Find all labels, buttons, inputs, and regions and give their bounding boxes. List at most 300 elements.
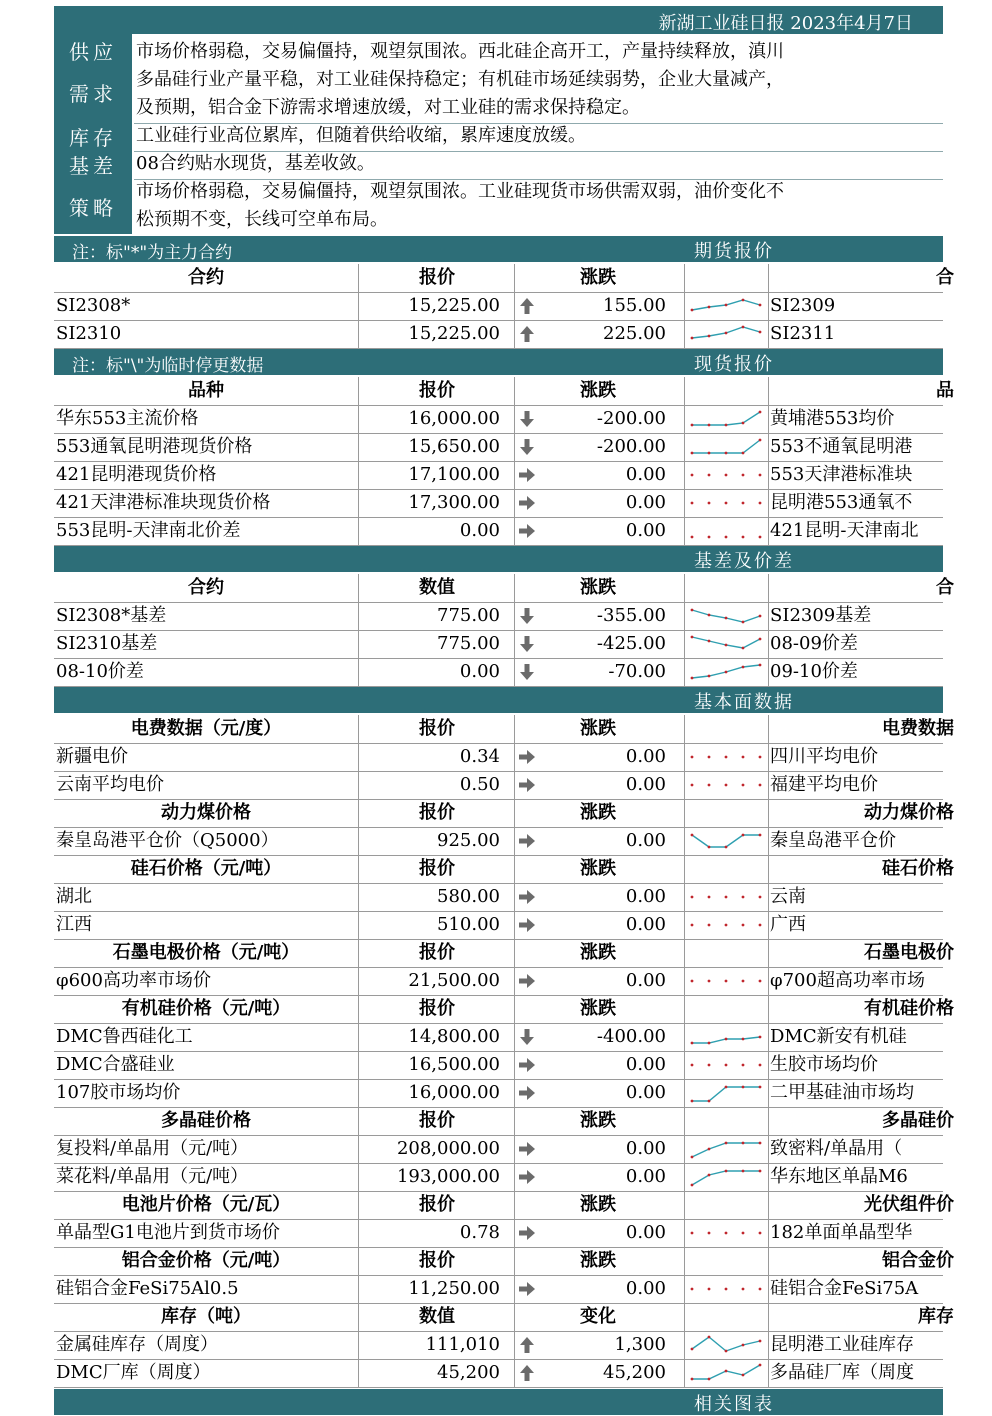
column-divider xyxy=(684,574,685,602)
column-divider xyxy=(514,1079,515,1107)
sparkline-point xyxy=(725,304,728,307)
sparkline-point xyxy=(759,1232,762,1235)
row-right-name: 云南 xyxy=(770,886,806,907)
sparkline-point xyxy=(759,756,762,759)
column-divider xyxy=(358,883,359,911)
row-change: -200.00 xyxy=(596,408,666,429)
table-row xyxy=(54,292,943,321)
header-name: 石墨电极价格（元/吨） xyxy=(112,942,300,963)
sparkline-point xyxy=(708,1174,711,1177)
column-divider xyxy=(768,827,769,855)
column-divider xyxy=(514,517,515,545)
column-divider xyxy=(768,602,769,630)
sparkline-point xyxy=(708,1042,711,1045)
column-divider xyxy=(768,995,769,1023)
table-row xyxy=(54,517,943,546)
row-right-name: 182单面单晶型华 xyxy=(770,1222,913,1243)
band-note: 注：标"*"为主力合约 xyxy=(72,243,233,263)
sparkline xyxy=(686,1361,766,1385)
header-name: 合约 xyxy=(188,267,224,288)
header-right: 有机硅价格 xyxy=(864,998,954,1019)
section-band xyxy=(54,236,943,262)
column-divider xyxy=(358,939,359,967)
sparkline-point xyxy=(725,1064,728,1067)
sparkline-point xyxy=(708,896,711,899)
column-divider xyxy=(684,405,685,433)
column-divider xyxy=(768,771,769,799)
sparkline-point xyxy=(742,980,745,983)
sparkline-point xyxy=(759,1364,762,1367)
column-divider xyxy=(684,743,685,771)
column-divider xyxy=(514,715,515,743)
header-change: 涨跌 xyxy=(580,802,616,823)
header-change: 涨跌 xyxy=(580,718,616,739)
column-divider xyxy=(358,1051,359,1079)
table-row xyxy=(54,827,943,856)
sparkline-point xyxy=(691,896,694,899)
header-name: 动力煤价格 xyxy=(161,802,251,823)
sparkline-point xyxy=(708,614,711,617)
summary-text: 及预期，铝合金下游需求增速放缓，对工业硅的需求保持稳定。 xyxy=(136,97,640,118)
sparkline-point xyxy=(725,502,728,505)
column-divider xyxy=(768,939,769,967)
header-change: 涨跌 xyxy=(580,1250,616,1271)
sparkline-point xyxy=(725,1086,728,1089)
arrow-up-icon xyxy=(518,1336,536,1354)
band-title: 相关图表 xyxy=(694,1394,774,1415)
sparkline-point xyxy=(691,424,694,427)
column-divider xyxy=(358,1107,359,1135)
table-row xyxy=(54,911,943,940)
column-divider xyxy=(684,799,685,827)
header-name: 硅石价格（元/吨） xyxy=(130,858,282,879)
column-divider xyxy=(768,264,769,292)
report-sheet xyxy=(54,6,954,1415)
column-divider xyxy=(358,827,359,855)
row-name: DMC厂库（周度） xyxy=(56,1362,211,1383)
column-divider xyxy=(684,1079,685,1107)
header-right: 铝合金价 xyxy=(882,1250,954,1271)
row-right-name: SI2309基差 xyxy=(770,605,872,626)
column-divider xyxy=(358,967,359,995)
column-divider xyxy=(514,377,515,405)
header-name: 品种 xyxy=(188,380,224,401)
row-name: 107胶市场均价 xyxy=(56,1082,181,1103)
sparkline-point xyxy=(725,784,728,787)
row-value: 580.00 xyxy=(437,886,500,907)
column-divider xyxy=(684,630,685,658)
column-divider xyxy=(514,1359,515,1387)
row-change: -425.00 xyxy=(596,633,666,654)
header-change: 涨跌 xyxy=(580,858,616,879)
column-divider xyxy=(514,743,515,771)
column-divider xyxy=(358,377,359,405)
column-divider xyxy=(768,1051,769,1079)
table-header-row xyxy=(54,264,954,293)
sparkline-point xyxy=(708,536,711,539)
sparkline-point xyxy=(708,784,711,787)
table-header-row xyxy=(54,799,954,828)
row-name: 单晶型G1电池片到货市场价 xyxy=(56,1222,280,1243)
sparkline-point xyxy=(742,422,745,425)
column-divider xyxy=(358,405,359,433)
sparkline-point xyxy=(691,784,694,787)
row-change: 1,300 xyxy=(614,1334,666,1355)
row-right-name: 硅铝合金FeSi75A xyxy=(770,1278,919,1299)
sparkline xyxy=(686,745,766,769)
column-divider xyxy=(358,433,359,461)
sparkline-point xyxy=(725,1142,728,1145)
arrow-right-icon xyxy=(518,972,536,990)
sparkline xyxy=(686,1165,766,1189)
row-right-name: 二甲基硅油市场均 xyxy=(770,1082,914,1103)
header-change: 涨跌 xyxy=(580,380,616,401)
sparkline xyxy=(686,829,766,853)
column-divider xyxy=(514,489,515,517)
column-divider xyxy=(768,1163,769,1191)
sparkline-point xyxy=(691,980,694,983)
sparkline-point xyxy=(708,924,711,927)
column-divider xyxy=(358,461,359,489)
column-divider xyxy=(514,1023,515,1051)
header-value: 报价 xyxy=(419,267,455,288)
table-row xyxy=(54,1275,943,1304)
row-name: 菜花料/单晶用（元/吨） xyxy=(56,1166,249,1187)
arrow-right-icon xyxy=(518,916,536,934)
column-divider xyxy=(684,995,685,1023)
sparkline-path xyxy=(692,1087,760,1101)
row-value: 0.78 xyxy=(459,1222,500,1243)
row-change: 0.00 xyxy=(625,970,666,991)
column-divider xyxy=(514,320,515,348)
header-value: 数值 xyxy=(419,577,455,598)
column-divider xyxy=(514,771,515,799)
column-divider xyxy=(514,461,515,489)
column-divider xyxy=(514,574,515,602)
row-value: 193,000.00 xyxy=(396,1166,500,1187)
row-value: 0.50 xyxy=(459,774,500,795)
sparkline-point xyxy=(742,1142,745,1145)
header-value: 报价 xyxy=(419,718,455,739)
header-right: 库存 xyxy=(918,1306,954,1327)
row-value: 16,000.00 xyxy=(408,408,500,429)
column-divider xyxy=(514,1219,515,1247)
sparkline-point xyxy=(759,1086,762,1089)
sparkline-point xyxy=(691,1100,694,1103)
row-value: 775.00 xyxy=(437,605,500,626)
row-change: -70.00 xyxy=(608,661,666,682)
column-divider xyxy=(514,855,515,883)
sparkline xyxy=(686,885,766,909)
row-right-name: 553天津港标准块 xyxy=(770,464,913,485)
header-change: 涨跌 xyxy=(580,1110,616,1131)
table-row xyxy=(54,743,943,772)
sparkline-point xyxy=(759,896,762,899)
summary-text: 市场价格弱稳，交易偏僵持，观望氛围浓。工业硅现货市场供需双弱，油价变化不 xyxy=(136,181,784,202)
row-name: 华东553主流价格 xyxy=(56,408,199,429)
header-right: 动力煤价格 xyxy=(864,802,954,823)
row-change: 155.00 xyxy=(603,295,666,316)
header-change: 变化 xyxy=(580,1306,616,1327)
column-divider xyxy=(514,433,515,461)
header-value: 数值 xyxy=(419,1306,455,1327)
sparkline-point xyxy=(742,1086,745,1089)
sparkline-point xyxy=(759,664,762,667)
table-row xyxy=(54,1359,943,1388)
column-divider xyxy=(684,1023,685,1051)
column-divider xyxy=(684,1275,685,1303)
row-name: 湖北 xyxy=(56,886,92,907)
arrow-right-icon xyxy=(518,1168,536,1186)
summary-text: 松预期不变，长线可空单布局。 xyxy=(136,209,388,230)
column-divider xyxy=(684,715,685,743)
column-divider xyxy=(514,967,515,995)
sparkline-point xyxy=(725,644,728,647)
sparkline-point xyxy=(725,1350,728,1353)
table-row xyxy=(54,630,943,659)
row-right-name: SI2309 xyxy=(770,295,836,316)
column-divider xyxy=(358,602,359,630)
row-right-name: φ700超高功率市场 xyxy=(770,970,925,991)
row-value: 14,800.00 xyxy=(408,1026,500,1047)
sparkline-point xyxy=(759,1288,762,1291)
row-name: DMC鲁西硅化工 xyxy=(56,1026,193,1047)
sparkline-point xyxy=(759,331,762,334)
column-divider xyxy=(358,1303,359,1331)
arrow-right-icon xyxy=(518,1224,536,1242)
sparkline-point xyxy=(725,1288,728,1291)
column-divider xyxy=(358,1163,359,1191)
table-header-row xyxy=(54,715,954,744)
header-value: 报价 xyxy=(419,1250,455,1271)
row-value: 510.00 xyxy=(437,914,500,935)
arrow-down-icon xyxy=(518,635,536,653)
row-change: 0.00 xyxy=(625,746,666,767)
row-change: 0.00 xyxy=(625,520,666,541)
sparkline-point xyxy=(742,1288,745,1291)
column-divider xyxy=(684,1051,685,1079)
band-title: 现货报价 xyxy=(694,354,774,375)
column-divider xyxy=(358,1079,359,1107)
sparkline-point xyxy=(708,335,711,338)
sparkline-point xyxy=(759,1142,762,1145)
column-divider xyxy=(684,1303,685,1331)
sparkline-point xyxy=(725,756,728,759)
row-right-name: 421昆明-天津南北 xyxy=(770,520,919,541)
column-divider xyxy=(684,939,685,967)
sparkline-point xyxy=(759,638,762,641)
sparkline xyxy=(686,1137,766,1161)
sparkline-point xyxy=(691,834,694,837)
sparkline xyxy=(686,1277,766,1301)
row-right-name: 华东地区单晶M6 xyxy=(770,1166,908,1187)
sparkline-point xyxy=(759,536,762,539)
sparkline-point xyxy=(691,1288,694,1291)
table-row xyxy=(54,1079,943,1108)
arrow-down-icon xyxy=(518,438,536,456)
column-divider xyxy=(514,995,515,1023)
row-name: 421天津港标准块现货价格 xyxy=(56,492,271,513)
sparkline-point xyxy=(759,502,762,505)
column-divider xyxy=(514,1247,515,1275)
row-right-name: 09-10价差 xyxy=(770,661,858,682)
row-change: 45,200 xyxy=(603,1362,666,1383)
column-divider xyxy=(768,883,769,911)
table-row xyxy=(54,489,943,518)
sparkline xyxy=(686,913,766,937)
table-row xyxy=(54,461,943,490)
row-change: 0.00 xyxy=(625,914,666,935)
sparkline-path xyxy=(692,835,760,847)
row-right-name: 致密料/单晶用（ xyxy=(770,1138,903,1159)
sparkline xyxy=(686,463,766,487)
row-right-name: DMC新安有机硅 xyxy=(770,1026,907,1047)
sparkline-point xyxy=(725,1370,728,1373)
row-name: 08-10价差 xyxy=(56,661,144,682)
table-row xyxy=(54,320,943,349)
sparkline-point xyxy=(708,1100,711,1103)
header-right: 合 xyxy=(936,577,954,598)
row-right-name: 福建平均电价 xyxy=(770,774,878,795)
row-name: 江西 xyxy=(56,914,92,935)
fundamentals-band xyxy=(54,687,943,713)
column-divider xyxy=(684,1247,685,1275)
header-value: 报价 xyxy=(419,858,455,879)
column-divider xyxy=(684,517,685,545)
row-right-name: 多晶硅厂库（周度 xyxy=(770,1362,914,1383)
row-value: 0.00 xyxy=(459,661,500,682)
column-divider xyxy=(358,771,359,799)
table-header-row xyxy=(54,574,954,603)
arrow-up-icon xyxy=(518,297,536,315)
sparkline-path xyxy=(692,1337,760,1351)
column-divider xyxy=(768,1079,769,1107)
column-divider xyxy=(358,1191,359,1219)
table-row xyxy=(54,1051,943,1080)
column-divider xyxy=(358,743,359,771)
sparkline-point xyxy=(708,1232,711,1235)
row-value: 15,225.00 xyxy=(408,323,500,344)
sparkline-point xyxy=(759,1170,762,1173)
arrow-right-icon xyxy=(518,1280,536,1298)
column-divider xyxy=(514,827,515,855)
sparkline-point xyxy=(742,474,745,477)
column-divider xyxy=(684,377,685,405)
summary-label: 需求 xyxy=(69,82,117,106)
column-divider xyxy=(684,264,685,292)
column-divider xyxy=(684,1163,685,1191)
band-title: 期货报价 xyxy=(694,241,774,262)
summary-label: 供应 xyxy=(69,40,117,64)
arrow-right-icon xyxy=(518,832,536,850)
column-divider xyxy=(768,1135,769,1163)
header-change: 涨跌 xyxy=(580,577,616,598)
row-name: 金属硅库存（周度） xyxy=(56,1334,218,1355)
row-name: 复投料/单晶用（元/吨） xyxy=(56,1138,249,1159)
sparkline-point xyxy=(691,756,694,759)
arrow-down-icon xyxy=(518,607,536,625)
sparkline-point xyxy=(742,452,745,455)
column-divider xyxy=(514,602,515,630)
column-divider xyxy=(514,405,515,433)
header-name: 库存（吨） xyxy=(161,1306,251,1327)
sparkline-point xyxy=(708,980,711,983)
row-name: φ600高功率市场价 xyxy=(56,970,211,991)
sparkline-point xyxy=(691,677,694,680)
header-name: 合约 xyxy=(188,577,224,598)
sparkline-point xyxy=(691,1064,694,1067)
column-divider xyxy=(514,292,515,320)
section-band xyxy=(54,546,943,572)
column-divider xyxy=(514,799,515,827)
row-change: 225.00 xyxy=(603,323,666,344)
column-divider xyxy=(358,1359,359,1387)
column-divider xyxy=(358,1135,359,1163)
table-row xyxy=(54,1219,943,1248)
sparkline xyxy=(686,604,766,628)
sparkline xyxy=(686,969,766,993)
column-divider xyxy=(684,1219,685,1247)
header-right: 合 xyxy=(936,267,954,288)
column-divider xyxy=(358,1247,359,1275)
sparkline-point xyxy=(725,1170,728,1173)
sparkline-point xyxy=(708,1064,711,1067)
header-right: 多晶硅价 xyxy=(882,1110,954,1131)
sparkline xyxy=(686,407,766,431)
row-change: 0.00 xyxy=(625,1278,666,1299)
table-row xyxy=(54,658,943,687)
arrow-right-icon xyxy=(518,1140,536,1158)
table-row xyxy=(54,602,943,631)
table-header-row xyxy=(54,995,954,1024)
column-divider xyxy=(684,489,685,517)
column-divider xyxy=(684,320,685,348)
header-name: 铝合金价格（元/吨） xyxy=(121,1250,291,1271)
sparkline-point xyxy=(691,1156,694,1159)
row-name: SI2308*基差 xyxy=(56,605,167,626)
table-row xyxy=(54,1023,943,1052)
sparkline-point xyxy=(742,896,745,899)
table-header-row xyxy=(54,1303,954,1332)
summary-text: 08合约贴水现货，基差收敛。 xyxy=(136,153,375,174)
header-change: 涨跌 xyxy=(580,942,616,963)
column-divider xyxy=(684,602,685,630)
column-divider xyxy=(514,658,515,686)
table-header-row xyxy=(54,377,954,406)
row-value: 15,225.00 xyxy=(408,295,500,316)
row-change: 0.00 xyxy=(625,1082,666,1103)
arrow-up-icon xyxy=(518,1364,536,1382)
column-divider xyxy=(768,799,769,827)
column-divider xyxy=(358,1331,359,1359)
column-divider xyxy=(358,911,359,939)
band-note: 注：标"\"为临时停更数据 xyxy=(72,356,264,376)
column-divider xyxy=(684,461,685,489)
row-right-name: 昆明港553通氧不 xyxy=(770,492,913,513)
column-divider xyxy=(358,658,359,686)
sparkline xyxy=(686,491,766,515)
summary-divider xyxy=(134,179,943,180)
arrow-right-icon xyxy=(518,522,536,540)
row-right-name: SI2311 xyxy=(770,323,836,344)
column-divider xyxy=(768,405,769,433)
header-name: 电池片价格（元/瓦） xyxy=(121,1194,291,1215)
column-divider xyxy=(684,967,685,995)
row-change: -200.00 xyxy=(596,436,666,457)
header-right: 石墨电极价 xyxy=(864,942,954,963)
row-change: 0.00 xyxy=(625,464,666,485)
row-name: 云南平均电价 xyxy=(56,774,164,795)
